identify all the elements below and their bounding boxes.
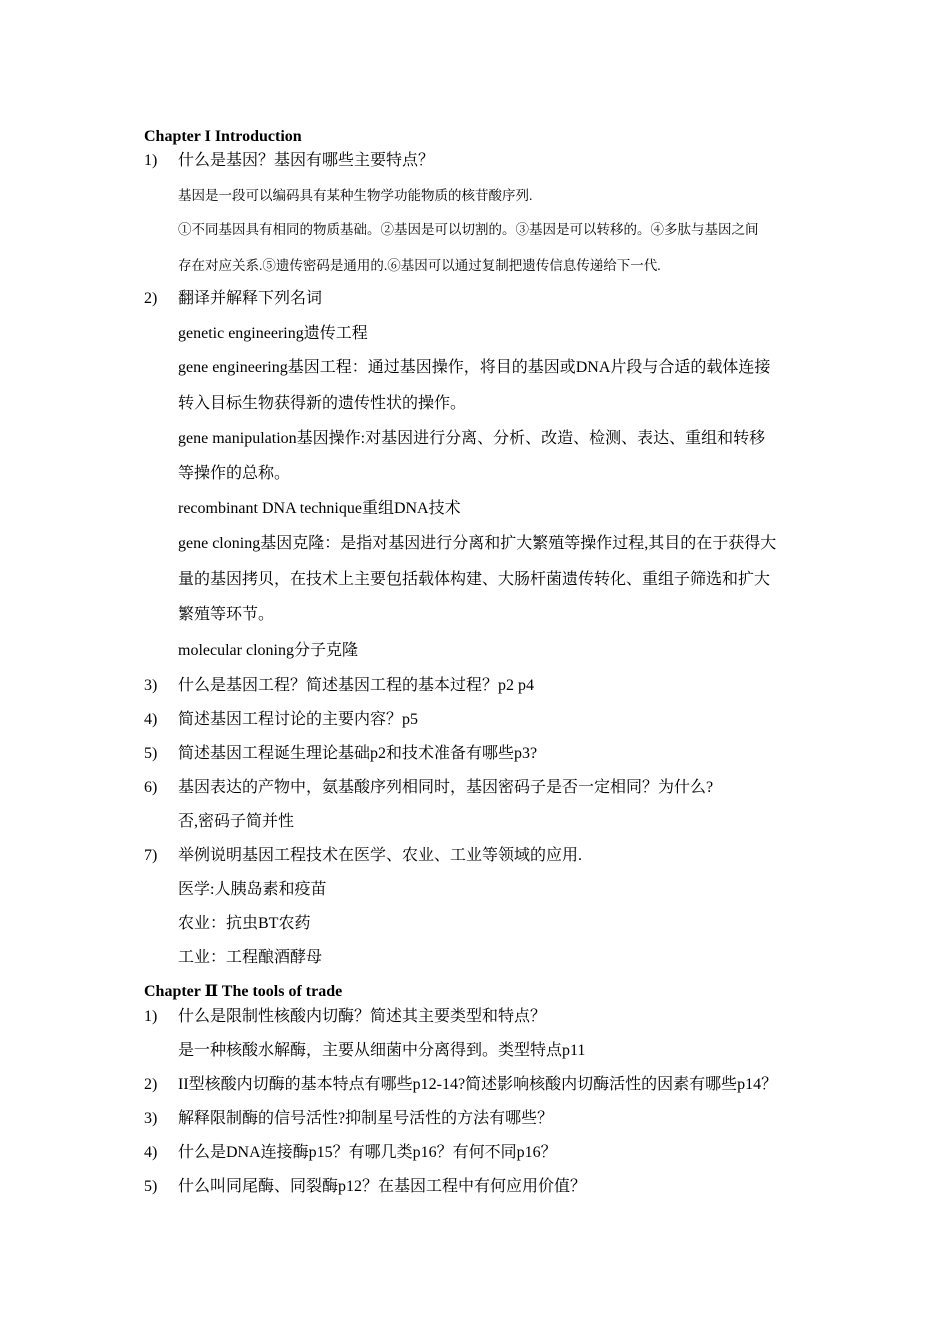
chapter-1-q4-question: 简述基因工程讨论的主要内容？p5 (178, 711, 419, 728)
chapter-2-q5-number: 5) (144, 1178, 158, 1195)
term-line: gene manipulation基因操作:对基因进行分离、分析、改造、检测、表达、重组和转移 (178, 430, 766, 447)
term-line: recombinant DNA technique重组DNA技术 (178, 500, 461, 517)
chapter-1-q6-question: 基因表达的产物中，氨基酸序列相同时，基因密码子是否一定相同？为什么? (178, 779, 714, 796)
chapter-1-q6-answer: 否,密码子简并性 (178, 813, 295, 830)
chapter-2-q1-answer: 是一种核酸水解酶，主要从细菌中分离得到。类型特点p11 (178, 1042, 586, 1059)
chapter-1-q6-number: 6) (144, 779, 158, 796)
term-line: molecular cloning分子克隆 (178, 642, 358, 659)
term-line: gene cloning基因克隆：是指对基因进行分离和扩大繁殖等操作过程,其目的在于获得大 (178, 535, 777, 552)
chapter-2-q2-number: 2) (144, 1076, 158, 1093)
chapter-1-q5-number: 5) (144, 745, 158, 762)
chapter-1-q3-number: 3) (144, 677, 158, 694)
chapter-1-q1-answer-line: 基因是一段可以编码具有某种生物学功能物质的核苷酸序列. (178, 188, 533, 203)
chapter-1-q7-answer: 农业：抗虫BT农药 (178, 915, 311, 932)
chapter-2-title: Chapter Ⅱ The tools of trade (144, 983, 343, 1000)
term-line: 量的基因拷贝，在技术上主要包括载体构建、大肠杆菌遗传转化、重组子筛选和扩大 (178, 571, 771, 588)
chapter-1-q2-number: 2) (144, 290, 158, 307)
chapter-1-q1-answer-line: ①不同基因具有相同的物质基础。②基因是可以切割的。③基因是可以转移的。④多肽与基因之间 (178, 222, 759, 237)
chapter-1-q1-answer-line: 存在对应关系.⑤遗传密码是通用的.⑥基因可以通过复制把遗传信息传递给下一代. (178, 258, 661, 273)
term-line: genetic engineering遗传工程 (178, 325, 368, 342)
term-line: 繁殖等环节。 (178, 606, 275, 623)
chapter-2-q1-question: 什么是限制性核酸内切酶？简述其主要类型和特点？ (178, 1008, 547, 1025)
chapter-1-q1-number: 1) (144, 152, 158, 169)
chapter-2-q4-question: 什么是DNA连接酶p15？有哪几类p16？有何不同p16？ (178, 1144, 557, 1161)
chapter-1-q3-question: 什么是基因工程？简述基因工程的基本过程？p2 p4 (178, 677, 535, 694)
chapter-2-q3-number: 3) (144, 1110, 158, 1127)
chapter-1-title: Chapter I Introduction (144, 128, 302, 145)
term-line: 转入目标生物获得新的遗传性状的操作。 (178, 395, 467, 412)
chapter-1-q4-number: 4) (144, 711, 158, 728)
chapter-2-q3-question: 解释限制酶的信号活性?抑制星号活性的方法有哪些？ (178, 1110, 554, 1127)
chapter-2-q2-question: II型核酸内切酶的基本特点有哪些p12-14?简述影响核酸内切酶活性的因素有哪些p14？ (178, 1076, 778, 1093)
chapter-1-q7-question: 举例说明基因工程技术在医学、农业、工业等领域的应用. (178, 847, 583, 864)
term-line: gene engineering基因工程：通过基因操作，将目的基因或DNA片段与合适的载体连接 (178, 359, 771, 376)
chapter-1-q1-question: 什么是基因？基因有哪些主要特点？ (178, 152, 435, 169)
term-line: 等操作的总称。 (178, 465, 291, 482)
chapter-2-q5-question: 什么叫同尾酶、同裂酶p12？在基因工程中有何应用价值？ (178, 1178, 587, 1195)
chapter-2-q1-number: 1) (144, 1008, 158, 1025)
chapter-1-q7-answer: 工业：工程酿酒酵母 (178, 949, 323, 966)
chapter-1-q2-question: 翻译并解释下列名词 (178, 290, 323, 307)
chapter-1-q7-answer: 医学:人胰岛素和疫苗 (178, 881, 327, 898)
chapter-1-q5-question: 简述基因工程诞生理论基础p2和技术准备有哪些p3? (178, 745, 538, 762)
chapter-2-q4-number: 4) (144, 1144, 158, 1161)
chapter-1-q7-number: 7) (144, 847, 158, 864)
